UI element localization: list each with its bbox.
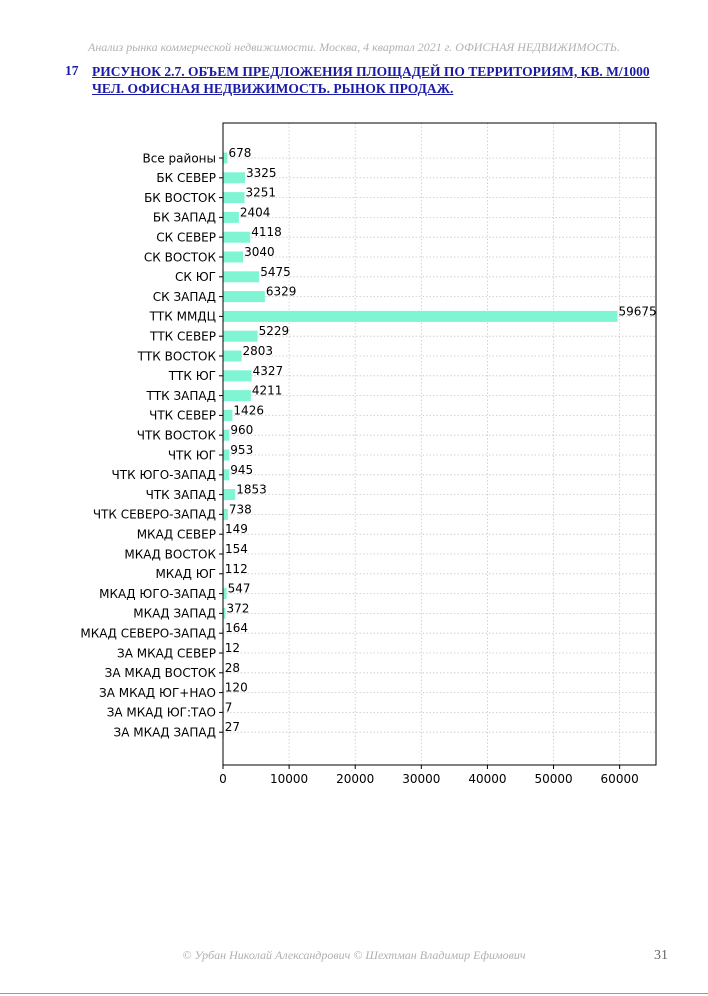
bar (223, 509, 228, 520)
figure-title: РИСУНОК 2.7. ОБЪЕМ ПРЕДЛОЖЕНИЯ ПЛОЩАДЕЙ ПО ТЕРРИТОРИЯМ, КВ. М/1000 ЧЕЛ. ОФИСНАЯ НЕДВИЖИМОСТЬ. РЫНОК ПРОДАЖ. (92, 64, 650, 96)
category-label: ЧТК ВОСТОК (136, 428, 216, 443)
bar (223, 153, 227, 164)
category-label: ТТК СЕВЕР (149, 329, 216, 344)
x-tick-label: 60000 (600, 772, 639, 786)
category-label: СК ЮГ (175, 270, 216, 285)
category-label: МКАД ЮГ (155, 567, 216, 582)
bar (223, 489, 235, 500)
category-label: ЗА МКАД ВОСТОК (104, 666, 216, 681)
data-label: 164 (225, 621, 248, 636)
category-label: Все районы (142, 151, 216, 166)
data-label: 154 (225, 542, 248, 556)
category-label: БК СЕВЕР (156, 171, 216, 186)
data-label: 372 (226, 601, 250, 616)
data-label: 945 (230, 462, 254, 477)
category-label: МКАД СЕВЕРО-ЗАПАД (80, 626, 216, 641)
x-tick-label: 0 (219, 772, 227, 786)
category-label: ЧТК СЕВЕРО-ЗАПАД (92, 507, 216, 522)
bar (223, 450, 229, 461)
data-label: 2803 (242, 344, 274, 358)
category-label: ЧТК ЮГ (167, 448, 216, 463)
data-label: 547 (227, 581, 251, 596)
data-label: 960 (230, 423, 254, 438)
bar (223, 370, 252, 381)
category-label: МКАД СЕВЕР (136, 527, 216, 542)
data-label: 738 (228, 502, 252, 517)
x-tick-label: 20000 (336, 772, 375, 786)
category-label: МКАД ЗАПАД (133, 606, 216, 621)
category-label: ТТК ЮГ (168, 369, 216, 384)
category-label: БК ВОСТОК (144, 190, 216, 205)
x-tick-label: 40000 (468, 772, 507, 786)
data-label: 5229 (258, 324, 290, 339)
category-label: ЗА МКАД СЕВЕР (117, 646, 216, 661)
x-tick-label: 30000 (402, 772, 441, 786)
data-label: 953 (230, 443, 254, 457)
data-label: 1853 (236, 482, 267, 497)
bar (223, 212, 239, 223)
data-label: 27 (224, 720, 241, 735)
data-label: 2404 (239, 205, 271, 220)
x-tick-label: 10000 (270, 772, 309, 786)
bar (223, 331, 258, 342)
data-label: 4327 (252, 363, 284, 378)
page-number: 31 (654, 948, 668, 963)
category-label: СК ЗАПАД (152, 289, 216, 304)
footer-authors: © Урбан Николай Александрович © Шехтман Владимир Ефимович (182, 948, 526, 962)
data-label: 1426 (233, 403, 264, 418)
data-label: 149 (224, 522, 248, 537)
data-label: 6329 (265, 284, 297, 299)
x-tick-label: 50000 (534, 772, 573, 786)
data-label: 112 (224, 561, 248, 576)
category-label: ТТК ЗАПАД (146, 388, 216, 403)
bar (223, 588, 227, 599)
data-label: 678 (228, 146, 252, 160)
category-label: МКАД ВОСТОК (124, 547, 216, 562)
data-label: 5475 (260, 264, 291, 279)
category-label: БК ЗАПАД (152, 210, 216, 225)
bar (223, 271, 259, 282)
data-label: 12 (224, 641, 241, 655)
bar (223, 351, 242, 362)
bar (223, 291, 265, 302)
data-label: 4118 (251, 225, 282, 240)
bottom-rule (0, 993, 708, 994)
category-label: ЗА МКАД ЗАПАД (113, 725, 216, 740)
data-label: 120 (224, 680, 248, 695)
running-header: Анализ рынка коммерческой недвижимости. Москва, 4 квартал 2021 г. ОФИСНАЯ НЕДВИЖИМОСТЬ. (88, 40, 620, 54)
bar (223, 410, 232, 421)
category-label: ЧТК ЗАПАД (145, 487, 216, 502)
bar (223, 232, 250, 243)
data-label: 3040 (244, 245, 275, 259)
data-label: 4211 (251, 383, 283, 398)
bar (223, 252, 243, 263)
bar (223, 430, 229, 441)
category-label: ЧТК СЕВЕР (149, 408, 216, 423)
figure-number: 17 (65, 63, 79, 78)
category-label: МКАД ЮГО-ЗАПАД (99, 586, 216, 601)
category-label: ЧТК ЮГО-ЗАПАД (111, 468, 216, 483)
plot-frame (223, 123, 656, 765)
category-label: ТТК ВОСТОК (137, 349, 216, 364)
data-label: 28 (224, 660, 241, 675)
category-label: ЗА МКАД ЮГ+НАО (99, 685, 216, 700)
category-label: ЗА МКАД ЮГ:ТАО (106, 705, 216, 720)
category-label: ТТК ММДЦ (149, 309, 216, 324)
data-label: 3251 (245, 185, 277, 200)
data-label: 7 (224, 700, 233, 715)
bar (223, 192, 244, 203)
bar (223, 172, 245, 183)
bar (223, 469, 229, 480)
bar (223, 311, 617, 322)
data-label: 3325 (245, 165, 277, 180)
data-label: 59675 (618, 304, 657, 319)
bar (223, 390, 251, 401)
category-label: СК СЕВЕР (156, 230, 216, 245)
category-label: СК ВОСТОК (143, 250, 216, 265)
